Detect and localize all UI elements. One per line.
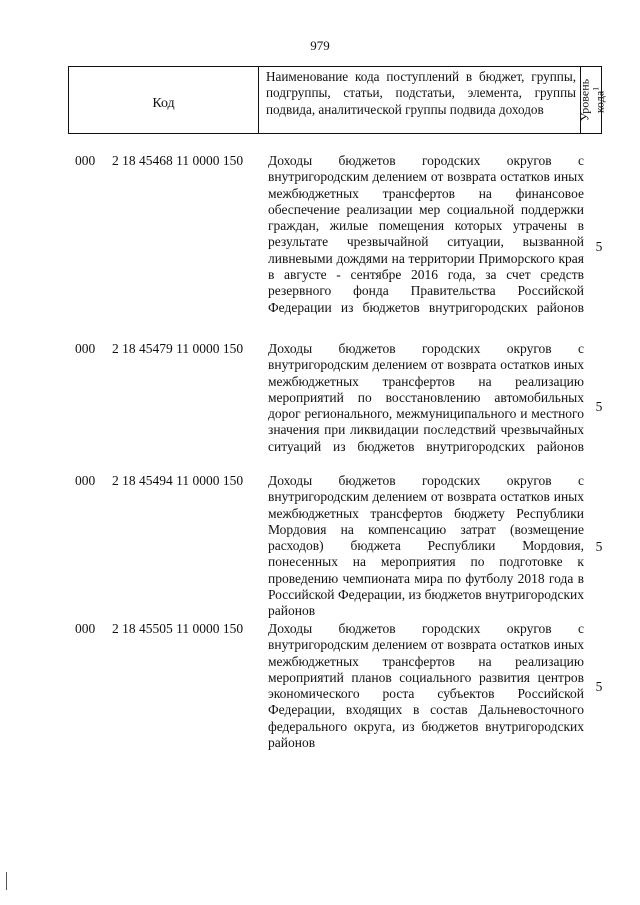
header-code-label: Код — [152, 96, 175, 111]
table-row — [0, 153, 640, 341]
header-level-footnote: 1 — [591, 86, 601, 91]
row-code: 2 18 45479 11 0000 150 — [112, 341, 244, 356]
header-name-label: Наименование кода поступлений в бюджет, группы, подгруппы, статьи, подстатьи, элемента, группы подвида, аналитической группы подвида доходов — [266, 69, 576, 117]
row-name: Доходы бюджетов городских округов с внутригородским делением от возврата остатков иных межбюджетных трансфертов на реализацию мероприятий планов социального развития центров экономического роста субъектов Российской Федерации, входящих в состав Дальневосточного федерального округа, из бюджетов внутригородских районов — [268, 621, 584, 751]
row-prefix: 000 — [75, 153, 96, 168]
row-prefix: 000 — [75, 473, 96, 488]
income-code-list — [0, 153, 640, 753]
table-row — [0, 473, 640, 621]
row-level: 5 — [595, 539, 603, 554]
scan-edge-mark — [6, 872, 7, 890]
header-level-line1: Уровень — [577, 78, 592, 122]
row-code: 2 18 45494 11 0000 150 — [112, 473, 244, 488]
header-code-cell — [69, 67, 259, 133]
row-prefix: 000 — [75, 341, 96, 356]
table-row — [0, 341, 640, 473]
row-level: 5 — [595, 399, 603, 414]
header-level-line2: кода$^1$ — [591, 86, 607, 114]
row-name: Доходы бюджетов городских округов с внутригородским делением от возврата остатков иных межбюджетных трансфертов на реализацию мероприятий по восстановлению автомобильных дорог регионального, межмуниципального и местного значения при ликвидации последствий чрезвычайных ситуаций из бюджетов внутригородских районов — [268, 341, 584, 454]
row-code: 2 18 45468 11 0000 150 — [112, 153, 244, 168]
table-header — [68, 66, 607, 134]
header-name-cell — [259, 67, 581, 133]
row-level: 5 — [595, 679, 603, 694]
page-number: 979 — [310, 38, 330, 53]
row-level: 5 — [595, 239, 603, 254]
row-name: Доходы бюджетов городских округов с внутригородским делением от возврата остатков иных межбюджетных трансфертов на финансовое обеспечение реализации мер социальной поддержки граждан, жилые помещения которых утрачены в результате чрезвычайной ситуации, вызванной ливневыми дождями на территории Приморского края в августе - сентябре 2016 года, за счет средств резервного фонда Правительства Российской Федерации из бюджетов внутригородских районов — [268, 153, 584, 315]
header-level-cell — [577, 67, 607, 133]
row-prefix: 000 — [75, 621, 96, 636]
table-row — [0, 621, 640, 753]
row-code: 2 18 45505 11 0000 150 — [112, 621, 244, 636]
row-name: Доходы бюджетов городских округов с внутригородским делением от возврата остатков иных межбюджетных трансфертов бюджету Республики Мордовия на компенсацию затрат (возмещение расходов) бюджета Республики Мордовия, понесенных на мероприятия по подготовке к проведению чемпионата мира по футболу 2018 года в Российской Федерации, из бюджетов внутригородских районов — [268, 473, 584, 619]
